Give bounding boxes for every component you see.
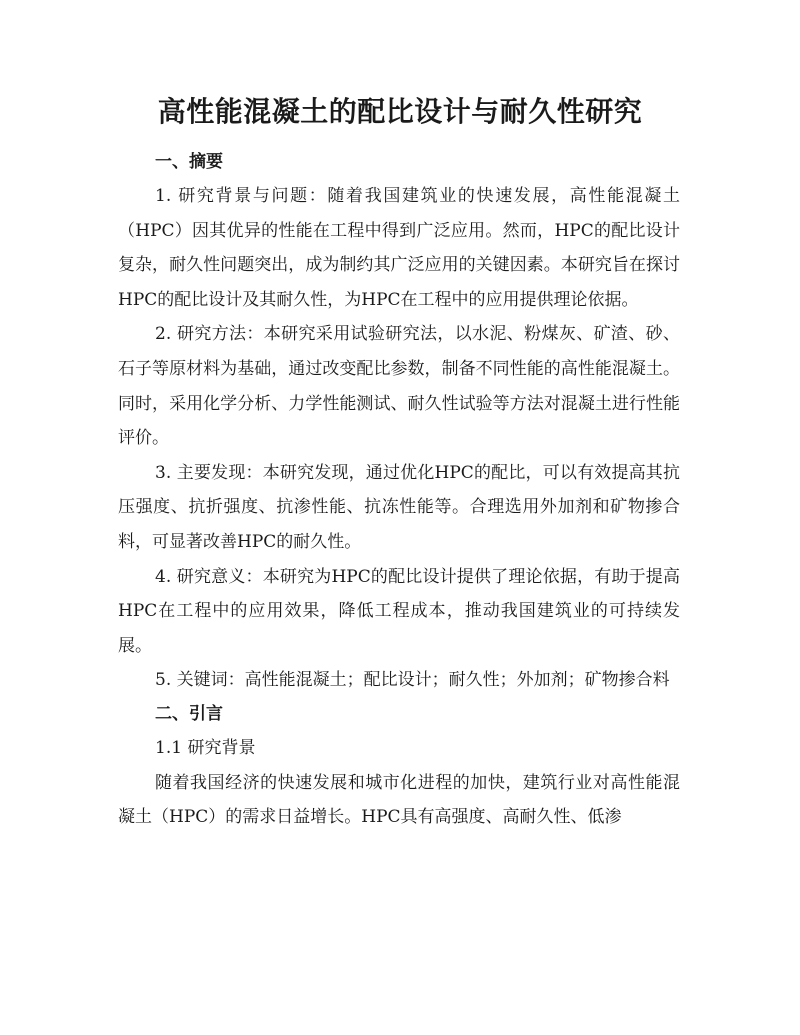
- document-title: 高性能混凝土的配比设计与耐久性研究: [157, 95, 643, 128]
- section-heading-introduction: 二、引言: [155, 703, 223, 724]
- abstract-paragraph-background: 1. 研究背景与问题：随着我国建筑业的快速发展，高性能混凝土（HPC）因其优异的性能在工程中得到广泛应用。然而，HPC的配比设计复杂，耐久性问题突出，成为制约其广泛应用的关键因素。本研究旨在探讨HPC的配比设计及其耐久性，为HPC在工程中的应用提供理论依据。: [118, 186, 680, 310]
- subsection-heading-background: 1.1 研究背景: [155, 737, 256, 758]
- section-heading-abstract: 一、摘要: [155, 152, 223, 172]
- abstract-paragraph-keywords: 5. 关键词：高性能混凝土；配比设计；耐久性；外加剂；矿物掺合料: [155, 670, 670, 691]
- abstract-paragraph-methods: 2. 研究方法：本研究采用试验研究法，以水泥、粉煤灰、矿渣、砂、石子等原材料为基础，通过改变配比参数，制备不同性能的高性能混凝土。同时，采用化学分析、力学性能测试、耐久性试验等方法对混凝土进行性能评价。: [118, 324, 680, 449]
- document-body: [118, 146, 680, 835]
- introduction-paragraph: 随着我国经济的快速发展和城市化进程的加快，建筑行业对高性能混凝土（HPC）的需求日益增长。HPC具有高强度、高耐久性、低渗: [118, 772, 680, 828]
- abstract-paragraph-findings: 3. 主要发现：本研究发现，通过优化HPC的配比，可以有效提高其抗压强度、抗折强度、抗渗性能、抗冻性能等。合理选用外加剂和矿物掺合料，可显著改善HPC的耐久性。: [118, 462, 680, 552]
- abstract-paragraph-significance: 4. 研究意义：本研究为HPC的配比设计提供了理论依据，有助于提高HPC在工程中的应用效果，降低工程成本，推动我国建筑业的可持续发展。: [118, 566, 680, 656]
